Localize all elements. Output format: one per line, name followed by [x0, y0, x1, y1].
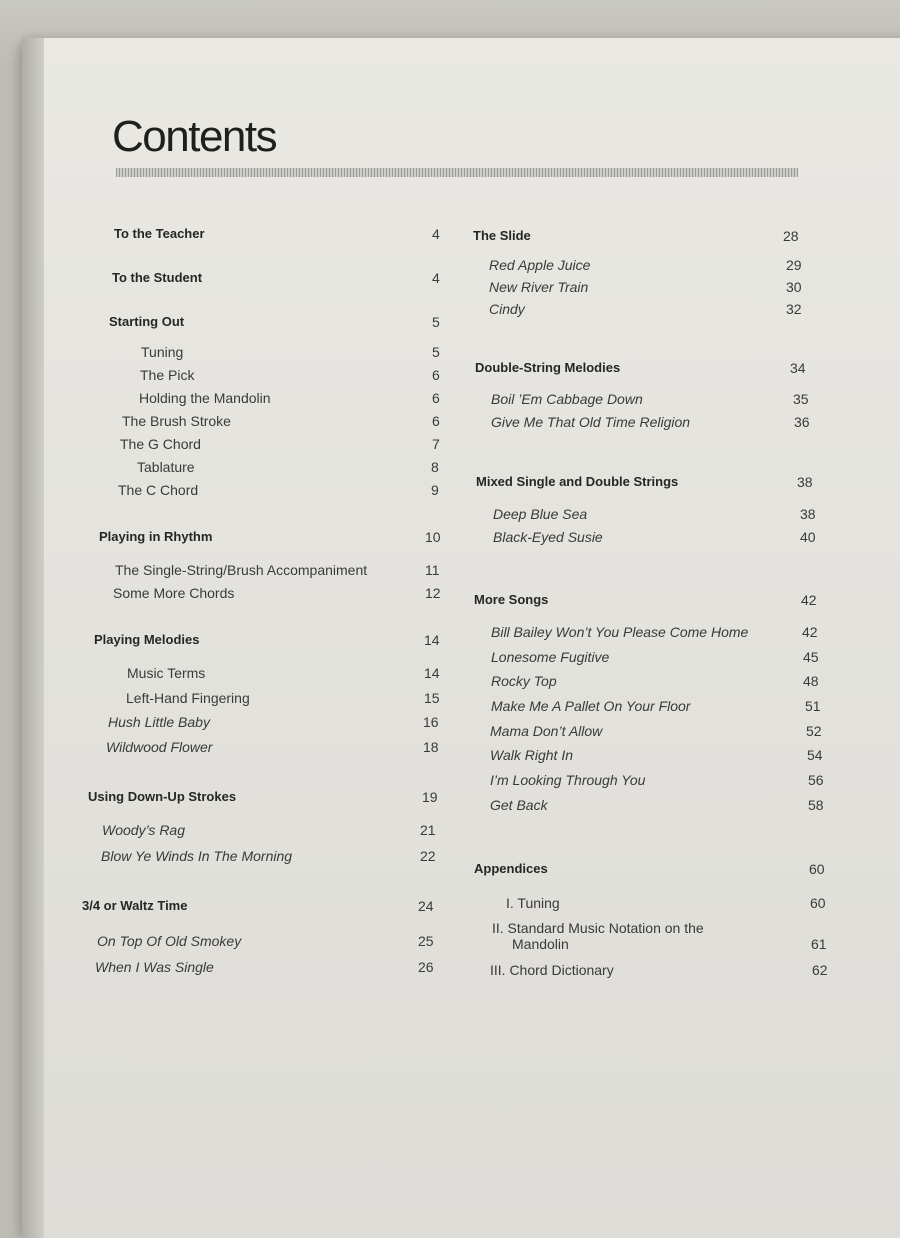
toc-entry-title: Walk Right In [490, 747, 573, 763]
toc-section-title: To the Teacher [114, 226, 205, 241]
toc-entry-title: The Pick [140, 367, 195, 383]
toc-page-number: 16 [423, 714, 439, 730]
toc-entry-title: Bill Bailey Won’t You Please Come Home [491, 624, 749, 640]
toc-page-number: 56 [808, 772, 824, 788]
toc-page-number: 18 [423, 739, 439, 755]
toc-page-number: 25 [418, 933, 434, 949]
toc-page-number: 38 [800, 506, 816, 522]
toc-entry-title: II. Standard Music Notation on the [492, 920, 704, 936]
toc-section-title: More Songs [474, 592, 549, 607]
toc-entry-title: Hush Little Baby [108, 714, 210, 730]
toc-entry-title: Holding the Mandolin [139, 390, 271, 406]
toc-page-number: 22 [420, 848, 436, 864]
toc-section-title: Playing in Rhythm [99, 529, 213, 544]
toc-entry-title: Some More Chords [113, 585, 235, 601]
toc-page-number: 48 [803, 673, 819, 689]
toc-entry-title: Get Back [490, 797, 548, 813]
toc-section-title: Appendices [474, 861, 548, 876]
toc-page-number: 36 [794, 414, 810, 430]
toc-page-number: 32 [786, 301, 802, 317]
toc-section-title: Mixed Single and Double Strings [476, 474, 679, 489]
toc-entry-title: When I Was Single [95, 959, 214, 975]
toc-entry-title: Tablature [137, 459, 195, 475]
toc-page-number: 45 [803, 649, 819, 665]
toc-page-number: 6 [432, 367, 440, 383]
toc-page-number: 11 [425, 562, 440, 578]
toc-entry-title: Tuning [141, 344, 184, 360]
toc-entry-title: Black-Eyed Susie [493, 529, 603, 545]
toc-section-title: The Slide [473, 228, 531, 243]
toc-entry-title: Red Apple Juice [489, 257, 591, 273]
page-spine [22, 38, 44, 1238]
toc-page-number: 38 [797, 474, 813, 490]
toc-entry-title: The G Chord [120, 436, 201, 452]
toc-page-number: 51 [805, 698, 821, 714]
toc-page-number: 14 [424, 632, 440, 648]
toc-section-title: Using Down-Up Strokes [88, 789, 237, 804]
toc-page-number: 40 [800, 529, 816, 545]
toc-page-number: 29 [786, 257, 802, 273]
toc-page-number: 54 [807, 747, 823, 763]
toc-entry-title: On Top Of Old Smokey [97, 933, 242, 949]
toc-page-number: 5 [432, 314, 440, 330]
toc-entry-title: I. Tuning [506, 895, 560, 911]
toc-page-number: 62 [812, 962, 828, 978]
toc-entry-title: Deep Blue Sea [493, 506, 588, 522]
toc-entry-title: The Brush Stroke [122, 413, 231, 429]
toc-page-number: 7 [432, 436, 440, 452]
toc-page-number: 42 [801, 592, 817, 608]
toc-page-number: 14 [424, 665, 440, 681]
toc-page-number: 4 [432, 226, 440, 242]
toc-page-number: 24 [418, 898, 434, 914]
toc-page-number: 26 [418, 959, 434, 975]
toc-section-title: To the Student [112, 270, 203, 285]
toc-entry-title: New River Train [489, 279, 589, 295]
title-rule [116, 168, 798, 177]
toc-entry-title: Rocky Top [491, 673, 557, 689]
toc-page-number: 9 [431, 482, 439, 498]
toc-page-number: 42 [802, 624, 818, 640]
toc-section-title: Double-String Melodies [475, 360, 621, 375]
toc-page-number: 5 [432, 344, 440, 360]
toc-entry-title: The C Chord [118, 482, 199, 498]
toc-page-number: 15 [424, 690, 440, 706]
toc-page-number: 4 [432, 270, 440, 286]
toc-entry-title: Boil ’Em Cabbage Down [491, 391, 643, 407]
toc-page-number: 34 [790, 360, 806, 376]
toc-section-title: Playing Melodies [94, 632, 200, 647]
toc-page-number: 6 [432, 390, 440, 406]
toc-entry-title: The Single-String/Brush Accompaniment [115, 562, 368, 578]
toc-page-number: 21 [420, 822, 436, 838]
toc-page-number: 10 [425, 529, 441, 545]
toc-entry-title: Woody’s Rag [102, 822, 186, 838]
toc-entry-title: Blow Ye Winds In The Morning [101, 848, 293, 864]
toc-page-number: 8 [431, 459, 439, 475]
toc-entry-title: I’m Looking Through You [490, 772, 646, 788]
page-title: Contents [112, 112, 277, 161]
toc-entry-title: Mama Don’t Allow [490, 723, 603, 739]
toc-entry-title: Music Terms [127, 665, 206, 681]
toc-page-number: 28 [783, 228, 799, 244]
toc-page-number: 12 [425, 585, 441, 601]
toc-page-number: 52 [806, 723, 822, 739]
toc-page-number: 35 [793, 391, 809, 407]
toc-entry-title: Wildwood Flower [106, 739, 213, 755]
toc-page-number: 6 [432, 413, 440, 429]
toc-entry-title: Left-Hand Fingering [126, 690, 250, 706]
toc-entry-title: III. Chord Dictionary [490, 962, 614, 978]
toc-section-title: 3/4 or Waltz Time [82, 898, 188, 913]
toc-entry-title: Cindy [489, 301, 525, 317]
toc-page-number: 60 [810, 895, 826, 911]
toc-page-number: 19 [422, 789, 438, 805]
toc-page-number: 58 [808, 797, 824, 813]
toc-entry-title: Lonesome Fugitive [491, 649, 610, 665]
toc-page-number: 61 [811, 936, 827, 952]
toc-entry-title: Give Me That Old Time Religion [491, 414, 691, 430]
toc-section-title: Starting Out [109, 314, 185, 329]
toc-entry-title: Mandolin [512, 936, 569, 952]
toc-entry-title: Make Me A Pallet On Your Floor [491, 698, 691, 714]
toc-page-number: 60 [809, 861, 825, 877]
toc-page-number: 30 [786, 279, 802, 295]
